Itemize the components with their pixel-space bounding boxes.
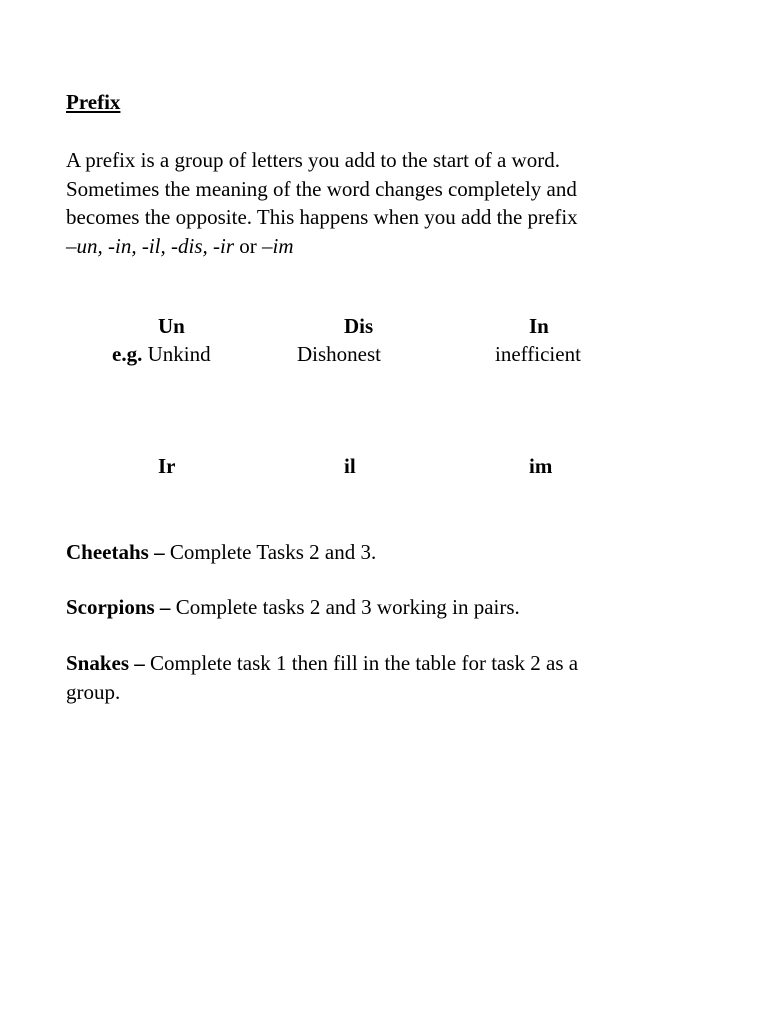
example-word-inefficient: inefficient [495, 342, 581, 366]
prefix-header-im: im [529, 454, 553, 478]
prefix-header-ir: Ir [158, 454, 176, 478]
page-title: Prefix [66, 90, 121, 114]
example-row [112, 342, 211, 367]
group-name: Snakes – [66, 651, 145, 675]
or-word: or [234, 233, 262, 258]
intro-line-2: Sometimes the meaning of the word changes completely and [66, 176, 577, 201]
group-instruction: Complete task 1 then fill in the table for task 2 as a [144, 651, 579, 675]
eg-label: e.g. [112, 342, 143, 366]
group-line [66, 538, 716, 567]
group-name: Scorpions – [66, 595, 171, 619]
group-line [66, 649, 716, 678]
intro-line-4 [66, 232, 716, 261]
intro-line-1: A prefix is a group of letters you add to the start of a word. [66, 148, 560, 172]
group-scorpions [66, 593, 716, 622]
group-instruction: Complete Tasks 2 and 3. [164, 540, 377, 564]
prefix-header-dis: Dis [344, 314, 374, 338]
last-prefix: –im [262, 233, 294, 258]
group-name: Cheetahs – [66, 540, 165, 564]
group-cheetahs [66, 538, 716, 567]
prefix-header-un: Un [158, 314, 185, 338]
example-word-dishonest: Dishonest [297, 342, 381, 366]
group-line-continued: group. [66, 679, 121, 704]
prefix-header-il: il [344, 454, 356, 478]
prefix-list: –un, -in, -il, -dis, -ir [66, 233, 234, 258]
intro-line-3: becomes the opposite. This happens when you add the prefix [66, 205, 578, 229]
group-snakes [66, 649, 716, 706]
group-line [66, 593, 716, 622]
intro-paragraph [66, 146, 716, 260]
prefix-header-in: In [529, 314, 549, 338]
group-instruction: Complete tasks 2 and 3 working in pairs. [170, 595, 520, 619]
example-word-unkind: Unkind [147, 342, 211, 366]
